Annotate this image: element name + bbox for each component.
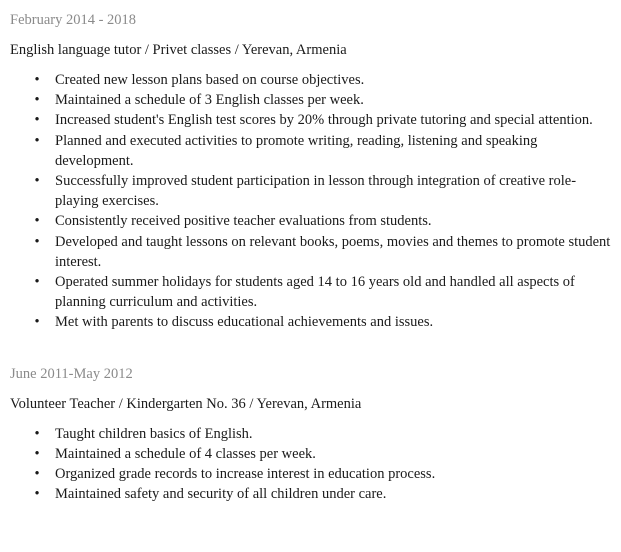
list-item xyxy=(10,90,615,110)
bullet-icon: • xyxy=(34,132,40,149)
bullet-icon: • xyxy=(34,425,40,442)
bullet-icon: • xyxy=(34,173,40,190)
list-item xyxy=(10,272,615,312)
job-title: English language tutor / Privet classes / Yerevan, Armenia xyxy=(10,42,347,58)
list-item xyxy=(10,312,615,332)
bullet-icon: • xyxy=(34,112,40,129)
bullet-icon: • xyxy=(34,92,40,109)
duty-text: Maintained a schedule of 4 classes per week. xyxy=(55,445,316,462)
job-dates: June 2011-May 2012 xyxy=(10,365,133,382)
job-entry-tutor xyxy=(10,10,615,333)
list-item xyxy=(10,70,615,90)
bullet-icon: • xyxy=(34,486,40,503)
bullet-icon: • xyxy=(34,233,40,250)
duty-text: Taught children basics of English. xyxy=(55,425,253,442)
list-item xyxy=(10,211,615,231)
duty-text: Increased student's English test scores by 20% through private tutoring and special attention. xyxy=(55,112,593,129)
bullet-icon: • xyxy=(34,274,40,291)
duty-text: Organized grade records to increase interest in education process. xyxy=(55,466,436,483)
duty-text: Planned and executed activities to promote writing, reading, listening and speaking development. xyxy=(55,132,538,169)
list-item xyxy=(10,171,615,211)
duty-list xyxy=(10,424,615,505)
duty-text: Developed and taught lessons on relevant books, poems, movies and themes to promote student interest. xyxy=(55,233,611,270)
job-dates: February 2014 - 2018 xyxy=(10,12,137,28)
bullet-icon: • xyxy=(34,314,40,331)
list-item xyxy=(10,131,615,171)
duty-text: Created new lesson plans based on course objectives. xyxy=(55,72,365,88)
list-item xyxy=(10,232,615,272)
resume-experience-section xyxy=(10,10,615,504)
list-item xyxy=(10,110,615,130)
duty-text: Consistently received positive teacher evaluations from students. xyxy=(55,213,432,230)
bullet-icon: • xyxy=(34,466,40,483)
job-title: Volunteer Teacher / Kindergarten No. 36 / Yerevan, Armenia xyxy=(10,395,362,412)
duty-list xyxy=(10,70,615,333)
bullet-icon: • xyxy=(34,445,40,462)
duty-text: Met with parents to discuss educational achievements and issues. xyxy=(55,314,434,331)
duty-text: Maintained safety and security of all children under care. xyxy=(55,486,387,503)
bullet-icon: • xyxy=(34,72,40,88)
list-item xyxy=(10,484,615,504)
job-entry-volunteer xyxy=(10,364,615,505)
list-item xyxy=(10,424,615,444)
list-item xyxy=(10,444,615,464)
bullet-icon: • xyxy=(34,213,40,230)
duty-text: Maintained a schedule of 3 English classes per week. xyxy=(55,92,364,109)
duty-text: Operated summer holidays for students aged 14 to 16 years old and handled all aspects of planning curriculum and activities. xyxy=(55,274,575,311)
list-item xyxy=(10,464,615,484)
duty-text: Successfully improved student participation in lesson through integration of creative role-playing exercises. xyxy=(55,173,577,210)
